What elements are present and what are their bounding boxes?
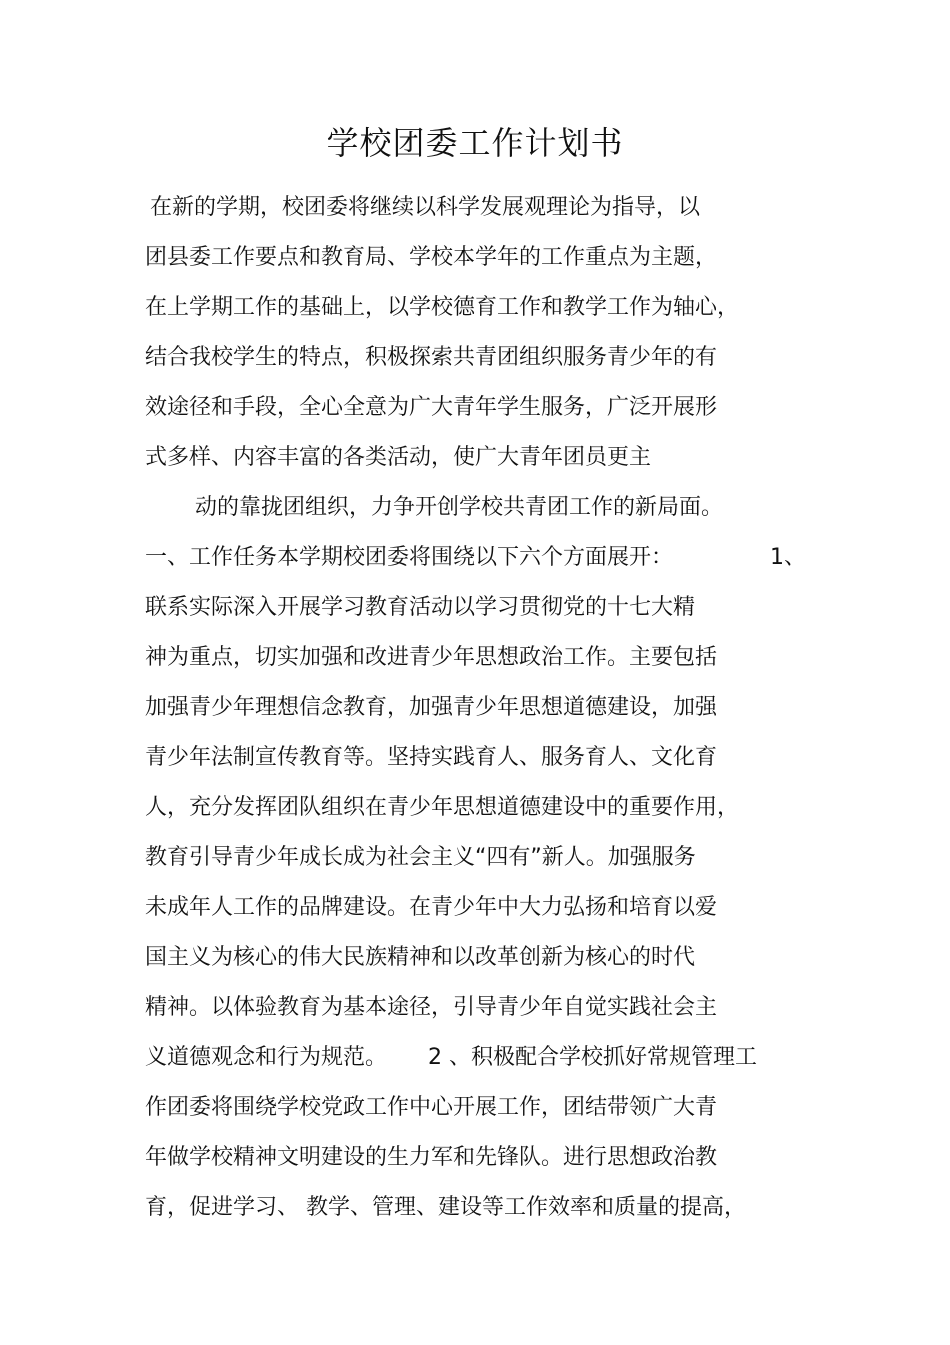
paragraph-line: 国主义为核心的伟大民族精神和以改革创新为核心的时代 [145,945,696,970]
paragraph-line: 在上学期工作的基础上，以学校德育工作和教学工作为轴心， [145,295,740,320]
paragraph-line: 年做学校精神文明建设的生力军和先锋队。进行思想政治教 [145,1145,718,1170]
section-heading: 一、工作任务本学期校团委将围绕以下六个方面展开： [145,545,674,570]
paragraph-line: 义道德观念和行为规范。 [145,1045,388,1070]
paragraph-line: 在新的学期，校团委将继续以科学发展观理论为指导，以 [150,195,701,220]
document-title: 学校团委工作计划书 [326,124,624,162]
paragraph-line: 作团委将围绕学校党政工作中心开展工作，团结带领广大青 [145,1095,718,1120]
paragraph-line: 结合我校学生的特点，积极探索共青团组织服务青少年的有 [145,345,718,370]
list-item-2: 2 、积极配合学校抓好常规管理工 [428,1045,757,1070]
paragraph-line: 联系实际深入开展学习教育活动以学习贯彻党的十七大精 [145,595,696,620]
paragraph-line: 人，充分发挥团队组织在青少年思想道德建设中的重要作用， [145,795,740,820]
paragraph-line: 式多样、内容丰富的各类活动，使广大青年团员更主 [145,445,652,470]
paragraph-line: 育，促进学习、 教学、管理、建设等工作效率和质量的提高， [145,1195,746,1220]
list-number: 1、 [770,545,806,570]
paragraph-line: 动的靠拢团组织，力争开创学校共青团工作的新局面。 [195,495,724,520]
paragraph-line: 未成年人工作的品牌建设。在青少年中大力弘扬和培育以爱 [145,895,718,920]
paragraph-line: 效途径和手段，全心全意为广大青年学生服务，广泛开展形 [145,395,718,420]
paragraph-line: 精神。以体验教育为基本途径，引导青少年自觉实践社会主 [145,995,718,1020]
paragraph-line: 神为重点，切实加强和改进青少年思想政治工作。主要包括 [145,645,718,670]
paragraph-line: 教育引导青少年成长成为社会主义“四有”新人。加强服务 [145,845,696,870]
paragraph-line: 青少年法制宣传教育等。坚持实践育人、服务育人、文化育 [145,745,718,770]
paragraph-line: 团县委工作要点和教育局、学校本学年的工作重点为主题， [145,245,718,270]
paragraph-line: 加强青少年理想信念教育，加强青少年思想道德建设，加强 [145,695,718,720]
